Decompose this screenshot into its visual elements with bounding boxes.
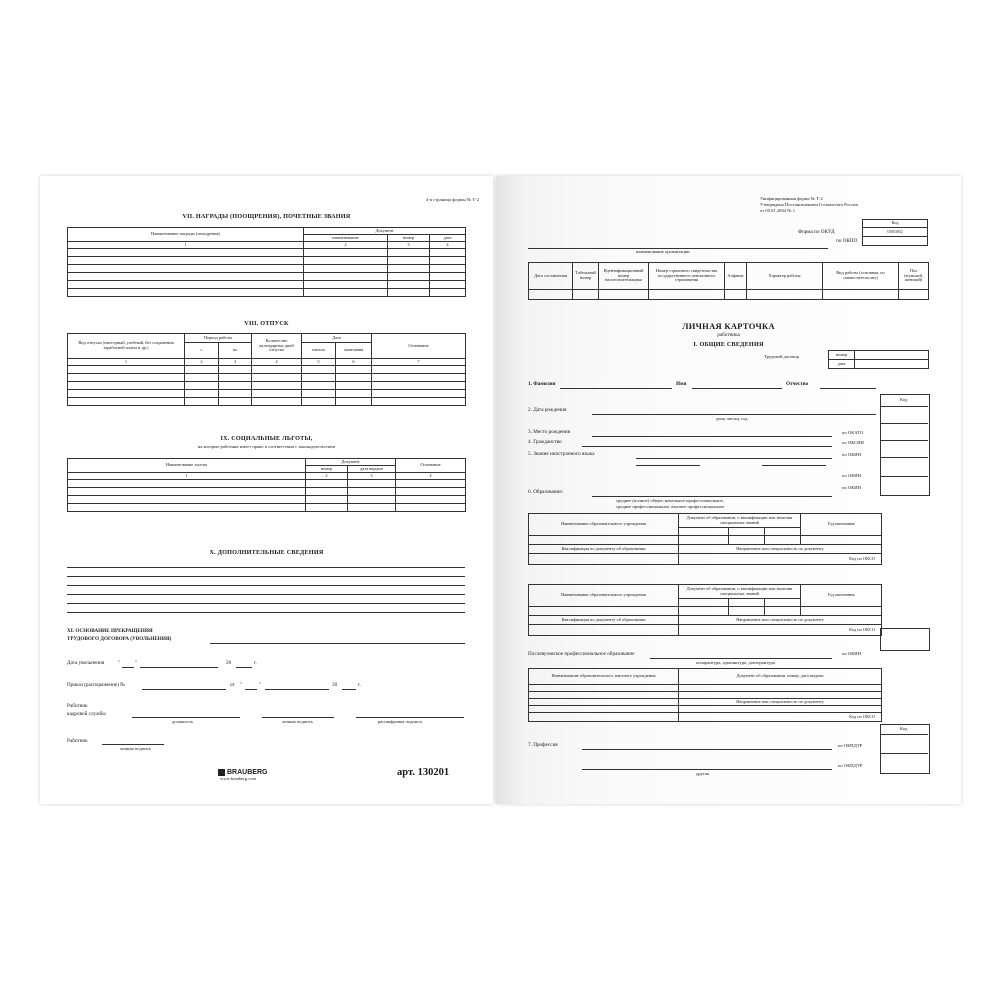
contract-box — [828, 350, 929, 369]
edu-doc-col: Документ об образовании, о квалификации или наличии специальных знаний — [679, 585, 801, 599]
col-number: 7 — [372, 359, 466, 366]
postgrad-caption: аспирантура, адъюнктура, докторантура — [696, 660, 775, 665]
form-page-ref: 4-я страница формы № Т-2 — [426, 197, 479, 202]
col-number: 6 — [336, 359, 372, 366]
doc-number-date-col: Документ об образовании, номер, дата выдачи — [679, 669, 882, 685]
additional-info-line[interactable] — [67, 612, 465, 613]
vacation-col-start: начала — [302, 343, 336, 359]
col-number: 1 — [68, 242, 304, 249]
okso-code-box[interactable] — [880, 628, 930, 651]
education-caption: среднее (полное) общее, начальное профессиональное, — [616, 498, 724, 503]
col-number: 4 — [430, 242, 466, 249]
brand-logo-icon — [218, 769, 225, 776]
contract-date-field[interactable] — [855, 360, 929, 369]
contract-num-field[interactable] — [855, 351, 929, 360]
employee-header-table — [528, 262, 929, 300]
section-7-title: VII. НАГРАДЫ (ПООЩРЕНИЯ), ПОЧЕТНЫЕ ЗВАНИЯ — [182, 213, 351, 220]
col-number: 3 — [219, 359, 252, 366]
table-row[interactable] — [529, 536, 882, 545]
table-row[interactable] — [529, 607, 882, 616]
birthdate-field[interactable] — [592, 414, 876, 415]
order-from-label: от — [230, 682, 235, 688]
vacation-col-basis: Основание — [372, 334, 466, 359]
postgrad-label: Послевузовское профессиональное образование — [528, 651, 635, 657]
patronymic-label: Отчество — [786, 381, 809, 387]
article-number: арт. 130201 — [397, 767, 450, 778]
profession-field[interactable] — [582, 749, 832, 750]
okud-code: 0301002 — [863, 228, 928, 237]
birthplace-field[interactable] — [592, 436, 832, 437]
postgrad-field[interactable] — [650, 658, 832, 659]
additional-info-line[interactable] — [67, 576, 465, 577]
benefits-col-name: Наименование льготы — [68, 459, 306, 473]
benefits-col-doc: Документ — [306, 459, 396, 466]
col-work-type: Вид работы (основная, по совместительству) — [823, 263, 899, 290]
year-prefix: 20 — [226, 660, 232, 666]
code-header: Код — [863, 220, 928, 228]
right-page — [496, 176, 961, 804]
table-row[interactable] — [68, 265, 466, 273]
col-tab-number: Табельный номер — [573, 263, 599, 290]
edu-inst-col: Наименование образовательного учреждения — [529, 514, 679, 536]
table-row[interactable] — [529, 290, 929, 300]
vacation-col-dates: Дата — [302, 334, 372, 343]
awards-col-doc-date: дата — [430, 235, 466, 242]
employee-label: Работник — [67, 738, 88, 744]
order-month-field[interactable] — [265, 689, 329, 690]
education-caption-2: среднее профессиональное, высшее профессиональное — [616, 504, 725, 509]
other-caption: другая — [696, 771, 709, 776]
edu-spec-col: Направление или специальность по документу — [679, 699, 882, 706]
hr-signature-field[interactable] — [262, 717, 334, 718]
col-date-compiled: Дата составления — [529, 263, 573, 290]
table-row[interactable] — [68, 496, 466, 504]
order-day-field[interactable] — [245, 689, 257, 690]
order-year-prefix: 20 — [332, 682, 338, 688]
employee-signature-field[interactable] — [102, 744, 164, 745]
dismissal-day-field[interactable] — [122, 667, 134, 668]
brand-name: BRAUBERG — [227, 768, 268, 776]
benefits-col-basis: Основание — [396, 459, 466, 473]
edu-doc-col: Документ об образовании, о квалификации или наличии специальных знаний — [679, 514, 801, 528]
brand-website: www.brauberg.com — [220, 776, 257, 781]
table-row[interactable] — [68, 289, 466, 297]
col-number: 5 — [302, 359, 336, 366]
benefits-table — [67, 458, 466, 512]
table-row[interactable] — [529, 713, 882, 722]
awards-col-doc: Документ — [304, 228, 466, 235]
table-row[interactable] — [68, 390, 466, 398]
section-8-title: VIII. ОТПУСК — [244, 320, 289, 327]
vacation-col-type: Вид отпуска (ежегодный, учебный, без сохранения заработной платы и др.) — [68, 334, 185, 359]
codes-box — [862, 219, 928, 246]
table-row[interactable] — [68, 249, 466, 257]
edu-doc-number[interactable] — [765, 528, 801, 536]
additional-info-line[interactable] — [67, 585, 465, 586]
dismissal-month-field[interactable] — [140, 667, 218, 668]
oksm-label: по ОКСИН — [842, 440, 864, 445]
language-level-field-2[interactable] — [762, 465, 826, 466]
education-field[interactable] — [592, 496, 832, 497]
section-1-title: I. ОБЩИЕ СВЕДЕНИЯ — [693, 341, 764, 348]
dismissal-date-label: Дата увольнения — [67, 660, 105, 666]
edu-doc-name[interactable] — [679, 528, 729, 536]
birthplace-label: 3. Место рождения — [528, 429, 571, 435]
okato-label: по ОКАТО — [842, 430, 864, 435]
awards-col-name: Наименование награды (поощрения) — [68, 228, 304, 242]
form-info-2: Утверждена Постановлением Госкомстата России — [760, 202, 858, 207]
edu-qual-col: Квалификация по документу об образовании — [529, 616, 679, 625]
col-inn: Идентификационный номер налогоплательщика — [599, 263, 649, 290]
col-number: 3 — [388, 242, 430, 249]
okud-label: Форма по ОКУД — [798, 229, 835, 235]
okin-label-2: по ОКИН — [842, 473, 861, 478]
dismissal-basis-line[interactable] — [210, 643, 465, 644]
order-number-field[interactable] — [142, 689, 226, 690]
col-gender: Пол (мужской, женский) — [899, 263, 929, 290]
language-level-field[interactable] — [636, 465, 700, 466]
codes-column-header: Код — [900, 397, 908, 402]
patronymic-field[interactable] — [820, 388, 876, 389]
caption-decoding: расшифровка подписи — [378, 719, 422, 724]
col-number: 4 — [396, 473, 466, 480]
col-number: 4 — [252, 359, 302, 366]
okso-label: Код по ОКСО — [679, 625, 882, 636]
col-work-nature: Характер работы — [747, 263, 823, 290]
research-inst-col: Наименование образовательного, научного учреждения — [529, 669, 679, 685]
language-field[interactable] — [636, 458, 832, 459]
order-year-suffix: г. — [358, 682, 361, 688]
profession-other-field[interactable] — [582, 769, 832, 770]
name-field[interactable] — [692, 388, 782, 389]
caption-signature: личная подпись — [282, 719, 313, 724]
section-10-title: X. ДОПОЛНИТЕЛЬНЫЕ СВЕДЕНИЯ — [209, 549, 324, 556]
citizenship-field[interactable] — [582, 446, 832, 447]
postgrad-table — [528, 668, 882, 722]
awards-col-doc-name: наименование — [304, 235, 388, 242]
additional-info-line[interactable] — [67, 594, 465, 595]
section-9-subtitle: на которые работник имеет право в соответствии с законодательством — [197, 444, 336, 449]
birthdate-caption: день, месяц, год — [716, 416, 748, 421]
order-label: Приказ (распоряжение) № — [67, 682, 126, 688]
table-row[interactable] — [529, 699, 882, 706]
table-row[interactable] — [68, 382, 466, 390]
hr-worker-label: Работник — [67, 703, 88, 709]
col-alphabet: Алфавит — [725, 263, 747, 290]
col-number: 2 — [304, 242, 388, 249]
labor-contract-label: Трудовой договор — [764, 354, 799, 359]
citizenship-label: 4. Гражданство — [528, 439, 562, 445]
edu-doc-name[interactable] — [679, 599, 729, 607]
table-row[interactable] — [68, 281, 466, 289]
col-number: 1 — [68, 473, 306, 480]
table-row[interactable] — [68, 366, 466, 374]
okpdtr-label-2: по ОКПДТР — [838, 763, 863, 768]
vacation-col-end: окончания — [336, 343, 372, 359]
okin-label-3: по ОКИН — [842, 485, 861, 490]
table-row[interactable] — [68, 374, 466, 382]
codes-column — [880, 394, 930, 496]
card-title: ЛИЧНАЯ КАРТОЧКА — [682, 321, 775, 331]
vacation-col-to: по — [219, 343, 252, 359]
table-row[interactable] — [68, 273, 466, 281]
edu-year-col: Год окончания — [801, 585, 882, 607]
okpdtr-label: по ОКПДТР — [838, 743, 863, 748]
birthdate-label: 2. Дата рождения — [528, 407, 567, 413]
col-number: 2 — [185, 359, 219, 366]
org-caption: наименование организации — [636, 249, 690, 254]
col-snils: Номер страхового свидетельства государственного пенсионного страхования — [649, 263, 725, 290]
table-row[interactable] — [529, 685, 882, 692]
okin-label: по ОКИН — [842, 452, 861, 457]
hr-decoding-field[interactable] — [356, 717, 464, 718]
left-page: 4-я страница формы № Т-2 VII. НАГРАДЫ (ПООЩРЕНИЯ), ПОЧЕТНЫЕ ЗВАНИЯ Наименование награды (поощрения) Документ наименование номер дата 1 2 3 4 VIII. ОТПУСК Вид отпуска (ежегодный, учебный, без сохранения заработной платы и др.) Период работы Количество календарных дней отпуска Дата Основание с по начала окончания 1 2 3 4 5 6 7 IX. СОЦИАЛЬНЫЕ ЛЬГОТЫ, на которые работник имеет право в соответствии с законодательством Наименование льготы Документ Основание номер дата выдачи 1 2 3 4 X. ДОПОЛНИТЕЛЬНЫЕ СВЕДЕНИЯ XI. ОСНОВАНИЕ ПРЕКРАЩЕНИЯ ТРУДОВОГО ДОГОВОРА (УВОЛЬНЕНИЯ) Дата увольнения " " 20 г. Приказ (распоряжение) № от " " 20 г. Работник кадровой службы должность личная подпись расшифровка подписи Работник личная подпись BRAUBERG www.brauberg.com арт. 130201 — [40, 176, 493, 804]
vacation-col-days: Количество календарных дней отпуска — [252, 334, 302, 359]
form-info-3: от 05.01.2004 № 1 — [760, 208, 796, 213]
table-row[interactable] — [529, 706, 882, 713]
okso-label: Код по ОКСО — [679, 554, 882, 565]
table-row[interactable] — [529, 692, 882, 699]
additional-info-line[interactable] — [67, 603, 465, 604]
education-table-1 — [528, 513, 882, 565]
profession-label: 7. Профессия — [528, 742, 558, 748]
okpo-code-field[interactable] — [863, 237, 928, 246]
section-11-title-2: ТРУДОВОГО ДОГОВОРА (УВОЛЬНЕНИЯ) — [67, 636, 172, 642]
surname-label: 1. Фамилия — [528, 381, 556, 387]
vacation-col-from: с — [185, 343, 219, 359]
surname-field[interactable] — [560, 388, 672, 389]
card-subtitle: работника — [717, 332, 740, 338]
section-11-title: XI. ОСНОВАНИЕ ПРЕКРАЩЕНИЯ — [67, 628, 153, 634]
table-row[interactable] — [529, 625, 882, 636]
hr-position-field[interactable] — [132, 717, 240, 718]
edu-year-col: Год окончания — [801, 514, 882, 536]
edu-spec-col: Направление или специальность по документу — [679, 545, 882, 554]
caption-position: должность — [172, 719, 194, 724]
contract-num-label: номер — [829, 351, 855, 360]
benefits-col-num: номер — [306, 466, 348, 473]
benefits-col-date: дата выдачи — [348, 466, 396, 473]
form-info: Унифицированная форма № Т-2 — [760, 196, 823, 201]
profession-code-header: Код — [900, 726, 908, 731]
table-row[interactable] — [68, 504, 466, 512]
edu-doc-number[interactable] — [765, 599, 801, 607]
okso-label: Код по ОКСО — [679, 713, 882, 722]
hr-worker-label-2: кадровой службы — [67, 711, 106, 717]
edu-doc-series[interactable] — [729, 528, 765, 536]
col-number: 3 — [348, 473, 396, 480]
awards-table — [67, 227, 466, 297]
education-label: 6. Образование: — [528, 489, 564, 495]
okpo-label: по ОКПО — [836, 238, 858, 244]
col-number: 1 — [68, 359, 185, 366]
order-year-field[interactable] — [342, 689, 356, 690]
edu-doc-series[interactable] — [729, 599, 765, 607]
language-label: 5. Знание иностранного языка — [528, 451, 595, 457]
education-table-2 — [528, 584, 882, 636]
okin-label-4: по ОКИН — [842, 651, 861, 656]
table-row[interactable] — [68, 398, 466, 406]
caption-employee-signature: личная подпись — [120, 746, 151, 751]
table-row[interactable] — [68, 257, 466, 265]
additional-info-line[interactable] — [67, 567, 465, 568]
edu-spec-col: Направление или специальность по документу — [679, 616, 882, 625]
year-suffix: г. — [254, 660, 257, 666]
table-row[interactable] — [529, 554, 882, 565]
table-row[interactable] — [68, 488, 466, 496]
col-number: 2 — [306, 473, 348, 480]
awards-col-doc-num: номер — [388, 235, 430, 242]
vacation-table — [67, 333, 466, 406]
edu-qual-col: Квалификация по документу об образовании — [529, 545, 679, 554]
table-row[interactable] — [68, 480, 466, 488]
name-label: Имя — [676, 381, 687, 387]
contract-date-label: дата — [829, 360, 855, 369]
section-9-title: IX. СОЦИАЛЬНЫЕ ЛЬГОТЫ, — [220, 435, 313, 442]
dismissal-year-field[interactable] — [236, 667, 252, 668]
edu-inst-col: Наименование образовательного учреждения — [529, 585, 679, 607]
vacation-col-period: Период работы — [185, 334, 252, 343]
